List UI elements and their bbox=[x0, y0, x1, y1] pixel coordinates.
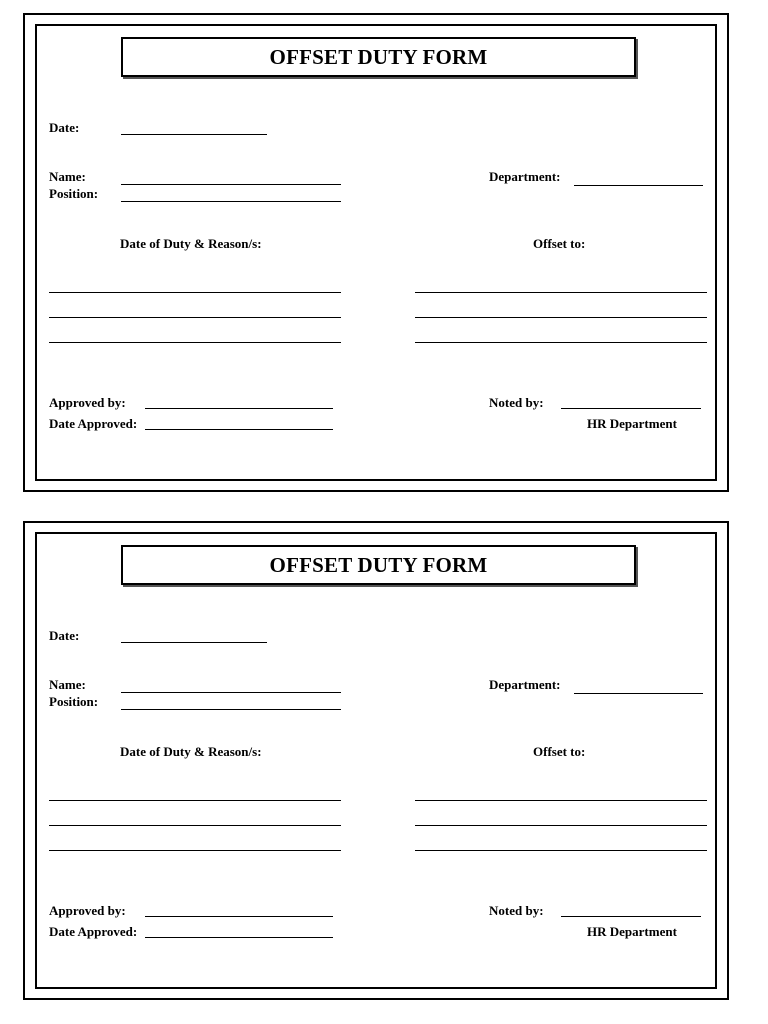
offset-duty-form bbox=[23, 13, 729, 492]
duty-reason-line-1[interactable] bbox=[49, 800, 341, 801]
approved-by-label: Approved by: bbox=[49, 903, 126, 918]
date-approved-label: Date Approved: bbox=[49, 416, 138, 431]
date-approved-field[interactable] bbox=[145, 937, 333, 938]
offset-to-line-2[interactable] bbox=[415, 825, 707, 826]
hr-department-label: HR Department bbox=[587, 924, 677, 939]
date-approved-label: Date Approved: bbox=[49, 924, 138, 939]
duty-reason-line-2[interactable] bbox=[49, 317, 341, 318]
duty-reason-line-3[interactable] bbox=[49, 342, 341, 343]
noted-by-label: Noted by: bbox=[489, 903, 544, 918]
form-inner-border bbox=[35, 24, 717, 481]
offset-to-line-2[interactable] bbox=[415, 317, 707, 318]
duty-reason-label: Date of Duty & Reason/s: bbox=[120, 744, 262, 759]
department-label: Department: bbox=[489, 677, 561, 692]
position-field[interactable] bbox=[121, 709, 341, 710]
department-label: Department: bbox=[489, 169, 561, 184]
position-label: Position: bbox=[49, 186, 99, 201]
form-title: OFFSET DUTY FORM bbox=[269, 552, 488, 577]
offset-to-label: Offset to: bbox=[533, 744, 586, 759]
offset-to-line-1[interactable] bbox=[415, 292, 707, 293]
duty-reason-label: Date of Duty & Reason/s: bbox=[120, 236, 262, 251]
duty-reason-line-3[interactable] bbox=[49, 850, 341, 851]
form-title: OFFSET DUTY FORM bbox=[269, 44, 488, 69]
date-field[interactable] bbox=[121, 134, 267, 135]
department-field[interactable] bbox=[574, 693, 703, 694]
approved-by-field[interactable] bbox=[145, 408, 333, 409]
hr-department-label: HR Department bbox=[587, 416, 677, 431]
name-label: Name: bbox=[49, 677, 86, 692]
department-field[interactable] bbox=[574, 185, 703, 186]
name-field[interactable] bbox=[121, 184, 341, 185]
noted-by-label: Noted by: bbox=[489, 395, 544, 410]
date-label: Date: bbox=[49, 120, 80, 135]
form-title-box bbox=[121, 545, 636, 585]
duty-reason-line-1[interactable] bbox=[49, 292, 341, 293]
offset-to-line-3[interactable] bbox=[415, 850, 707, 851]
position-field[interactable] bbox=[121, 201, 341, 202]
position-label: Position: bbox=[49, 694, 99, 709]
offset-duty-form bbox=[23, 521, 729, 1000]
noted-by-field[interactable] bbox=[561, 916, 701, 917]
noted-by-field[interactable] bbox=[561, 408, 701, 409]
name-label: Name: bbox=[49, 169, 86, 184]
approved-by-field[interactable] bbox=[145, 916, 333, 917]
approved-by-label: Approved by: bbox=[49, 395, 126, 410]
date-approved-field[interactable] bbox=[145, 429, 333, 430]
date-label: Date: bbox=[49, 628, 80, 643]
name-field[interactable] bbox=[121, 692, 341, 693]
duty-reason-line-2[interactable] bbox=[49, 825, 341, 826]
offset-to-label: Offset to: bbox=[533, 236, 586, 251]
form-inner-border bbox=[35, 532, 717, 989]
offset-to-line-3[interactable] bbox=[415, 342, 707, 343]
offset-to-line-1[interactable] bbox=[415, 800, 707, 801]
form-title-box bbox=[121, 37, 636, 77]
date-field[interactable] bbox=[121, 642, 267, 643]
